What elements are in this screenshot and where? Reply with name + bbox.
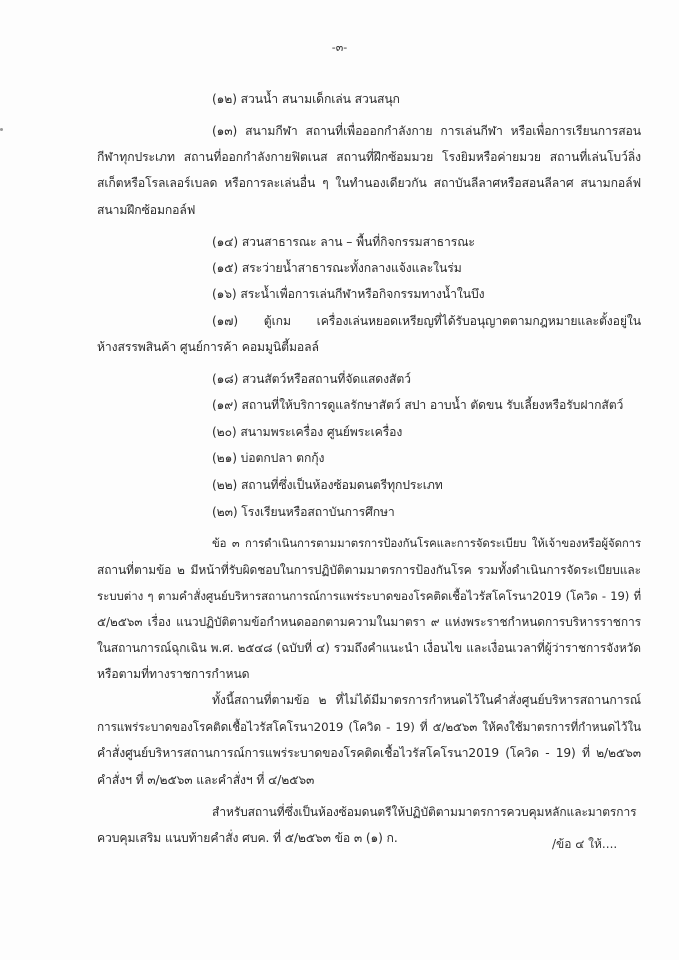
document-line: (๑๙) สถานที่ให้บริการดูแลรักษาสัตว์ สปา อาบน้ำ ตัดขน รับเลี้ยงหรือรับฝากสัตว์ <box>212 398 624 412</box>
continuation-note: /ข้อ ๔ ให้.... <box>552 837 618 851</box>
scan-mark <box>0 128 3 131</box>
document-line: สถานที่ตามข้อ ๒ มีหน้าที่รับผิดชอบในการปฏิบัติตามมาตรการป้องกันโรค รวมทั้งดำเนินการจัดระเบียบและ <box>97 563 641 577</box>
document-line: ในสถานการณ์ฉุกเฉิน พ.ศ. ๒๕๔๘ (ฉบับที่ ๔) รวมถึงคำแนะนำ เงื่อนไข และเงื่อนเวลาที่ผู้ว่าราชการจังหวัด <box>97 641 641 655</box>
document-line: กีฬาทุกประเภท สถานที่ออกกำลังกายฟิตเนส สถานที่ฝึกซ้อมมวย โรงยิมหรือค่ายมวย สถานที่เล่นโบว์ลิ่ง <box>97 150 641 164</box>
document-line: (๑๗) ตู้เกม เครื่องเล่นหยอดเหรียญที่ได้รับอนุญาตตามกฎหมายและตั้งอยู่ใน <box>212 314 641 328</box>
document-line: สนามฝึกซ้อมกอล์ฟ <box>97 203 196 217</box>
document-line: (๑๕) สระว่ายน้ำสาธารณะทั้งกลางแจ้งและในร่ม <box>212 261 462 275</box>
document-line: สำหรับสถานที่ซึ่งเป็นห้องซ้อมดนตรีให้ปฏิบัติตามมาตรการควบคุมหลักและมาตรการ <box>212 805 637 819</box>
document-line: ทั้งนี้สถานที่ตามข้อ ๒ ที่ไม่ได้มีมาตรการกำหนดไว้ในคำสั่งศูนย์บริหารสถานการณ์ <box>212 693 641 707</box>
document-line: (๑๒) สวนน้ำ สนามเด็กเล่น สวนสนุก <box>212 92 400 106</box>
page-number: -๓- <box>331 41 348 54</box>
document-line: (๑๓) สนามกีฬา สถานที่เพื่อออกกำลังกาย การเล่นกีฬา หรือเพื่อการเรียนการสอน <box>212 124 641 138</box>
document-line: (๒๓) โรงเรียนหรือสถาบันการศึกษา <box>212 505 395 519</box>
document-line: (๑๔) สวนสาธารณะ ลาน – พื้นที่กิจกรรมสาธารณะ <box>212 235 475 249</box>
document-line: (๒๑) บ่อตกปลา ตกกุ้ง <box>212 451 325 465</box>
document-line: สเก็ตหรือโรลเลอร์เบลด หรือการละเล่นอื่น ๆ ในทำนองเดียวกัน สถาบันลีลาศหรือสอนลีลาศ สนามกอล์ฟ <box>97 176 641 190</box>
document-line: ห้างสรรพสินค้า ศูนย์การค้า คอมมูนิตี้มอลล์ <box>97 340 319 354</box>
document-line: (๑๘) สวนสัตว์หรือสถานที่จัดแสดงสัตว์ <box>212 372 411 386</box>
document-line: ระบบต่าง ๆ ตามคำสั่งศูนย์บริหารสถานการณ์การแพร่ระบาดของโรคติดเชื้อไวรัสโคโรนา2019 (โควิด - 19) ที่ <box>97 589 641 603</box>
document-line: ข้อ ๓ การดำเนินการตามมาตรการป้องกันโรคและการจัดระเบียบ ให้เจ้าของหรือผู้จัดการ <box>212 536 641 550</box>
document-line: คำสั่งศูนย์บริหารสถานการณ์การแพร่ระบาดของโรคติดเชื้อไวรัสโคโรนา2019 (โควิด - 19) ที่ ๒/๒๕๖๓ <box>97 746 641 760</box>
document-line: คำสั่งฯ ที่ ๓/๒๕๖๓ และคำสั่งฯ ที่ ๔/๒๕๖๓ <box>97 773 315 787</box>
document-line: (๒๒) สถานที่ซึ่งเป็นห้องซ้อมดนตรีทุกประเภท <box>212 478 443 492</box>
document-line: (๒๐) สนามพระเครื่อง ศูนย์พระเครื่อง <box>212 425 403 439</box>
document-line: ควบคุมเสริม แนบท้ายคำสั่ง ศบค. ที่ ๕/๒๕๖๓ ข้อ ๓ (๑) ก. <box>97 831 398 845</box>
document-line: หรือตามที่ทางราชการกำหนด <box>97 667 250 681</box>
document-line: (๑๖) สระน้ำเพื่อการเล่นกีฬาหรือกิจกรรมทางน้ำในบึง <box>212 287 485 301</box>
document-line: ๕/๒๕๖๓ เรื่อง แนวปฏิบัติตามข้อกำหนดออกตามความในมาตรา ๙ แห่งพระราชกำหนดการบริหารราชการ <box>97 615 641 629</box>
document-line: การแพร่ระบาดของโรคติดเชื้อไวรัสโคโรนา2019 (โควิด - 19) ที่ ๕/๒๕๖๓ ให้คงใช้มาตรการที่กำหนดไว้ใน <box>97 720 641 734</box>
